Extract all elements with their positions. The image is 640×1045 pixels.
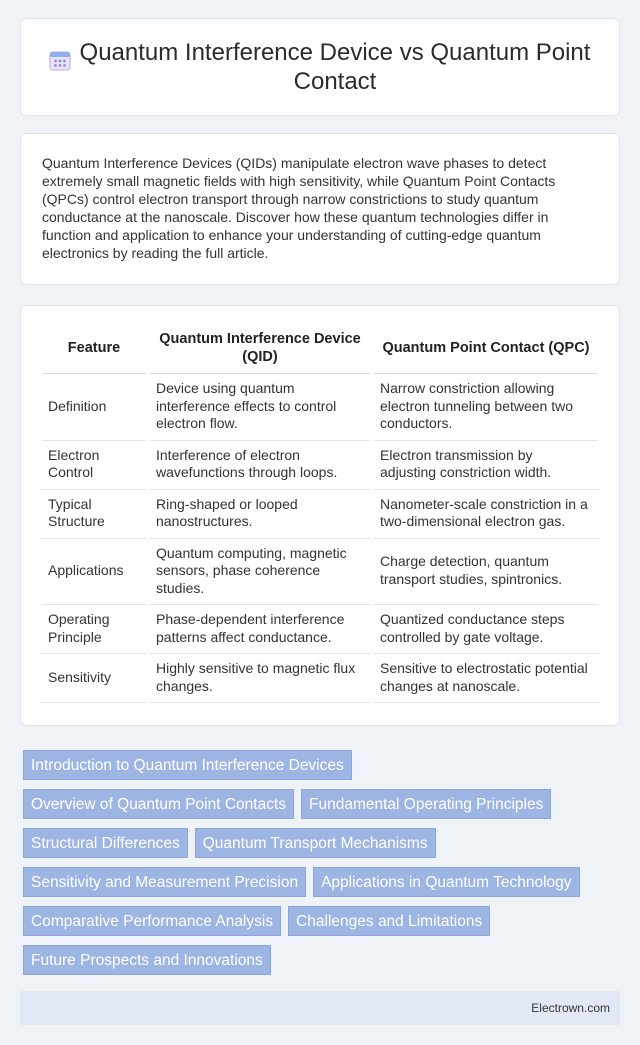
- row-feature: Sensitivity: [42, 654, 148, 703]
- row-qid: Quantum computing, magnetic sensors, phase coherence studies.: [148, 538, 372, 605]
- tag-link[interactable]: Fundamental Operating Principles: [301, 789, 551, 819]
- title-card: [20, 18, 620, 116]
- table-row: [42, 440, 598, 489]
- row-qid: Device using quantum interference effects to control electron flow.: [148, 374, 372, 441]
- intro-text: Quantum Interference Devices (QIDs) manipulate electron wave phases to detect extremely small magnetic fields with high sensitivity, while Quantum Point Contacts (QPCs) control electron transport through narrow constrictions to study quantum conductance at the nanoscale. Discover how these quantum technologies differ in function and application to enhance your understanding of cutting-edge quantum electronics by reading the full article.: [42, 155, 556, 261]
- row-qpc: Electron transmission by adjusting constriction width.: [372, 440, 598, 489]
- tag-link[interactable]: Comparative Performance Analysis: [23, 906, 281, 936]
- page-title: Quantum Interference Device vs Quantum Point Contact: [79, 39, 591, 95]
- tag-link[interactable]: Future Prospects and Innovations: [23, 945, 271, 975]
- row-feature: Definition: [42, 374, 148, 441]
- row-qid: Interference of electron wavefunctions through loops.: [148, 440, 372, 489]
- header-feature: Feature: [42, 326, 148, 374]
- table-row: [42, 374, 598, 441]
- footer-site[interactable]: Electrown.com: [531, 1001, 610, 1015]
- row-qpc: Sensitive to electrostatic potential changes at nanoscale.: [372, 654, 598, 703]
- topic-tags: [20, 750, 610, 975]
- tag-link[interactable]: Overview of Quantum Point Contacts: [23, 789, 294, 819]
- row-feature: Typical Structure: [42, 489, 148, 538]
- table-row: [42, 538, 598, 605]
- footer: [20, 991, 620, 1025]
- row-feature: Electron Control: [42, 440, 148, 489]
- row-feature: Operating Principle: [42, 605, 148, 654]
- tag-link[interactable]: Quantum Transport Mechanisms: [195, 828, 436, 858]
- table-header-row: [42, 326, 598, 374]
- calendar-grid-icon: [49, 49, 71, 71]
- header-qpc: Quantum Point Contact (QPC): [372, 326, 598, 374]
- comparison-table: [42, 326, 598, 703]
- row-qid: Ring-shaped or looped nanostructures.: [148, 489, 372, 538]
- tag-link[interactable]: Challenges and Limitations: [288, 906, 490, 936]
- tag-link[interactable]: Structural Differences: [23, 828, 188, 858]
- table-row: [42, 654, 598, 703]
- row-qid: Phase-dependent interference patterns affect conductance.: [148, 605, 372, 654]
- tag-link[interactable]: Introduction to Quantum Interference Devices: [23, 750, 352, 780]
- row-qpc: Nanometer-scale constriction in a two-dimensional electron gas.: [372, 489, 598, 538]
- table-row: [42, 605, 598, 654]
- row-qid: Highly sensitive to magnetic flux changes.: [148, 654, 372, 703]
- comparison-table-card: [20, 305, 620, 726]
- tag-link[interactable]: Applications in Quantum Technology: [313, 867, 579, 897]
- header-qid: Quantum Interference Device (QID): [148, 326, 372, 374]
- intro-card: [20, 133, 620, 285]
- table-row: [42, 489, 598, 538]
- tag-link[interactable]: Sensitivity and Measurement Precision: [23, 867, 306, 897]
- row-qpc: Charge detection, quantum transport studies, spintronics.: [372, 538, 598, 605]
- row-feature: Applications: [42, 538, 148, 605]
- row-qpc: Narrow constriction allowing electron tunneling between two conductors.: [372, 374, 598, 441]
- row-qpc: Quantized conductance steps controlled by gate voltage.: [372, 605, 598, 654]
